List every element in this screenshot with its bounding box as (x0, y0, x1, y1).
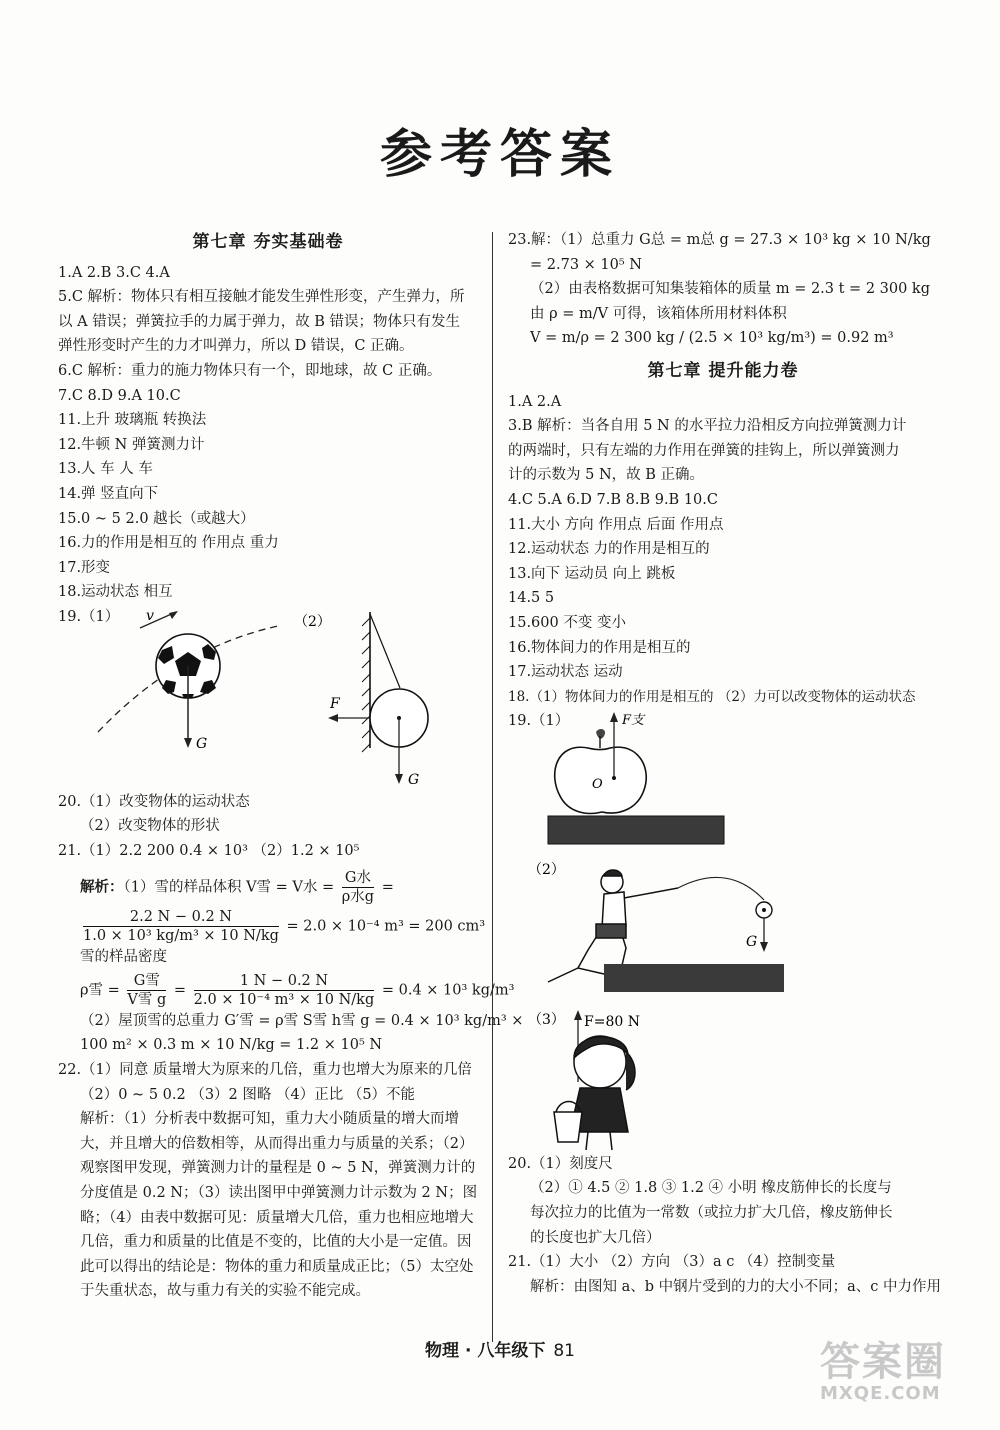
answer-line: （2）0 ~ 5 0.2 （3）2 图略 （4）正比 （5）不能 (80, 1086, 416, 1103)
solution-line: 此可以得出的结论是：物体的重力和质量成正比；（5）太空处 (80, 1258, 474, 1275)
fraction: $\frac{\text{G雪}}{\text{V雪 g}}$ (127, 972, 167, 1008)
answer-line: 每次拉力的比值为一常数（或拉力扩大几倍，橡皮筋伸长 (530, 1205, 893, 1222)
answer-line: 以 A 错误；弹簧拉手的力属于弹力，故 B 错误；物体只有发生 (58, 313, 461, 330)
answer-line: 21.（1）2.2 200 0.4 × 10³ （2）1.2 × 10⁵ (58, 842, 360, 859)
solution-line: 观察图甲发现，弹簧测力计的量程是 0 ~ 5 N，弹簧测力计的 (80, 1160, 476, 1177)
solution-line: 雪的样品密度 (80, 949, 167, 966)
apple-icon (555, 729, 647, 813)
label-G: G (196, 735, 208, 752)
answer-line: 15.0 ~ 5 2.0 越长（或越大） (58, 510, 255, 527)
label-G: G (746, 933, 758, 950)
answer-line: 的两端时，只有左端的力作用在弹簧的挂钩上，所以弹簧测力 (508, 442, 900, 459)
figure-label: （2） (294, 613, 331, 630)
solution-line: 于失重状态，故与重力有关的实验不能完成。 (80, 1283, 370, 1300)
answer-line: 23.解：（1）总重力 G总 = m总 g = 27.3 × 10³ kg × 10 N/kg (508, 232, 931, 248)
answer-line: 14.弹 竖直向下 (58, 485, 159, 502)
figure-19-left (58, 608, 478, 790)
answer-line: 19.（1） (508, 713, 570, 730)
answer-line: 3.B 解析：当各自用 5 N 的水平拉力沿相反方向拉弹簧测力计 (508, 418, 907, 435)
answer-line: V = m/ρ = 2 300 kg / (2.5 × 10³ kg/m³) = 0.92 m³ (530, 330, 894, 347)
page-title: 参考答案 (379, 125, 620, 185)
answer-line: = 2.73 × 10⁵ N (530, 256, 642, 273)
answer-line: 19.（1） (58, 608, 120, 625)
fraction: $\frac{\text{G水}}{\text{ρ水g}}$ (341, 870, 375, 906)
answer-line: 17.形变 (58, 559, 111, 576)
label-O: O (592, 776, 603, 792)
label-F-support: F支 (622, 712, 645, 728)
answer-line: 11.大小 方向 作用点 后面 作用点 (508, 516, 724, 533)
fraction: $\frac{1 N - 0.2 N}{\text{2.0 × 10⁻⁴ m³ × 10 N/kg}}$ (193, 972, 375, 1008)
answer-line: 6.C 解析：重力的施力物体只有一个，即地球，故 C 正确。 (58, 362, 442, 379)
answer-line: 16.物体间力的作用是相互的 (508, 639, 691, 656)
answer-line: 4.C 5.A 6.D 7.B 8.B 9.B 10.C (508, 491, 718, 508)
answer-line: 弹性形变时产生的力才叫弹力，所以 D 错误，C 正确。 (58, 338, 414, 355)
answer-line: 22.（1）同意 质量增大为原来的几倍，重力也增大为原来的几倍 (58, 1062, 472, 1079)
answer-line: 7.C 8.D 9.A 10.C (58, 387, 181, 404)
answer-line: 17.运动状态 运动 (508, 664, 623, 681)
solution-line: ρ雪 = $\frac{\text{G雪}}{\text{V雪 g}}$ = $\frac{1 N - 0.2 N}{\text{2.0 × 10⁻⁴ m³ × 10 N/kg}}$ = 0.4 × 10³ kg/m³ (80, 972, 515, 1008)
answer-line: （2）改变物体的形状 (80, 818, 220, 835)
answer-line: 5.C 解析：物体只有相互接触才能发生弹性形变，产生弹力，所 (58, 289, 465, 306)
answer-line: 的长度也扩大几倍） (530, 1229, 661, 1246)
answer-line: 计的示数为 5 N，故 B 正确。 (508, 467, 705, 484)
solution-line: 100 m² × 0.3 m × 10 N/kg = 1.2 × 10⁵ N (80, 1037, 383, 1054)
figure-label: （2） (528, 861, 565, 878)
answer-line: 20.（1）刻度尺 (508, 1155, 613, 1172)
answer-line: 14.5 5 (508, 590, 555, 607)
answer-line: 1.A 2.B 3.C 4.A (58, 264, 170, 281)
answer-line: 1.A 2.A (508, 393, 562, 410)
left-column (58, 228, 524, 1304)
solution-line: 略；（4）由表中数据可见：质量增大几倍，重力也相应地增大 (80, 1209, 474, 1226)
solution-line: 几倍，重力和质量的比值是不变的，比值的大小是一定值。因 (80, 1234, 472, 1251)
page-number: 81 (553, 1341, 575, 1361)
answer-line: 11.上升 玻璃瓶 转换法 (58, 412, 207, 429)
solution-line: 解析：（1）分析表中数据可知，重力大小随质量的增大而增 (80, 1111, 459, 1128)
answer-line: 由 ρ = m/V 可得，该箱体所用材料体积 (530, 305, 787, 322)
answer-line: 16.力的作用是相互的 作用点 重力 (58, 535, 279, 552)
solution-line: 解析：由图知 a、b 中钢片受到的力的大小不同；a、c 中力作用 (530, 1278, 942, 1295)
figure-label: （3） (528, 1011, 565, 1028)
answer-line: 13.人 车 人 车 (58, 461, 153, 478)
column-divider (492, 232, 493, 1342)
force-diagram (508, 712, 938, 1152)
answer-line: 12.运动状态 力的作用是相互的 (508, 541, 710, 558)
answer-line: 18.（1）物体间力的作用是相互的 （2）力可以改变物体的运动状态 (508, 688, 916, 705)
answer-line: 20.（1）改变物体的运动状态 (58, 793, 250, 810)
solution-line: （2）屋顶雪的总重力 G′雪 = ρ雪 S雪 h雪 g = 0.4 × 10³ kg/m³ × (80, 1012, 524, 1029)
solution-line: 分度值是 0.2 N；（3）读出图甲中弹簧测力计示数为 2 N；图 (80, 1185, 478, 1202)
watermark-url: MXQE.COM (820, 1383, 941, 1404)
figure-19-right (508, 712, 938, 1152)
answer-line: 21.（1）大小 （2）方向 （3）a c （4）控制变量 (508, 1254, 836, 1271)
label-F80: F=80 N (584, 1013, 640, 1030)
answer-line: 18.运动状态 相互 (58, 584, 173, 601)
force-diagram (58, 608, 478, 790)
chapter-heading: 第七章 提升能力卷 (647, 360, 799, 381)
table-surface (548, 816, 724, 844)
answer-line: 13.向下 运动员 向上 跳板 (508, 565, 676, 582)
label-v: v (146, 607, 154, 624)
watermark-text: 答案圈 (820, 1339, 946, 1385)
girl-with-bucket-icon (554, 1036, 635, 1150)
right-column (508, 228, 942, 1299)
chapter-heading: 第七章 夯实基础卷 (192, 232, 344, 252)
boy-throwing-icon (578, 870, 678, 974)
ground-surface (604, 964, 784, 992)
subject-label: 物理 · 八年级下 (425, 1341, 546, 1361)
answer-line: （2）① 4.5 ② 1.8 ③ 1.2 ④ 小明 橡皮筋伸长的长度与 (530, 1180, 892, 1197)
solution-line: $\frac{2.2 N - 0.2 N}{\text{1.0 × 10³ kg/m³ × 10 N/kg}}$ = 2.0 × 10⁻⁴ m³ = 200 cm³ (83, 909, 486, 945)
answer-line: 15.600 不变 变小 (508, 614, 626, 631)
watermark-logo (820, 1330, 990, 1420)
fraction: $\frac{2.2 N - 0.2 N}{\text{1.0 × 10³ kg/m³ × 10 N/kg}}$ (83, 909, 279, 945)
answer-line: （2）由表格数据可知集装箱体的质量 m = 2.3 t = 2 300 kg (530, 281, 931, 298)
solution-line: 解析：（1）雪的样品体积 V雪 = V水 = $\frac{\text{G水}}{\text{ρ水g}}$ = (80, 870, 394, 906)
answer-line: 12.牛顿 N 弹簧测力计 (58, 436, 205, 453)
solution-line: 大，并且增大的倍数相等，从而得出重力与质量的关系；（2） (80, 1135, 474, 1152)
label-G: G (408, 771, 420, 788)
label-F: F (330, 695, 340, 712)
